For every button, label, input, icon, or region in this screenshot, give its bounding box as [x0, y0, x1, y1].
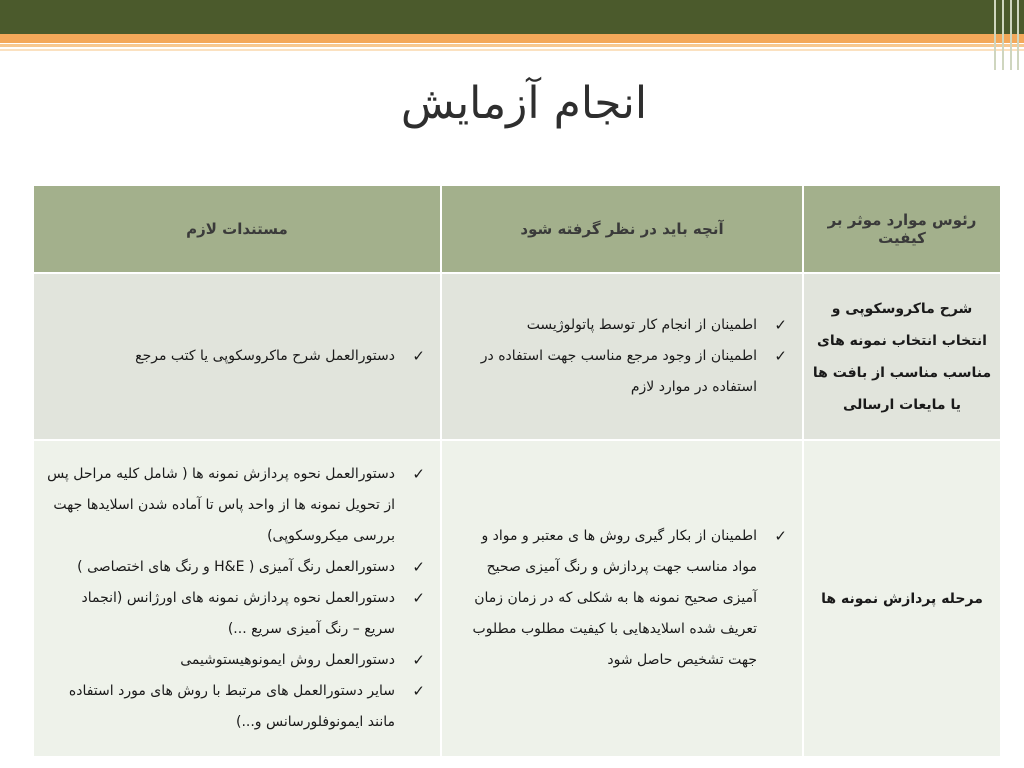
check-icon: ✓ — [774, 347, 787, 365]
list-item-text: اطمینان از وجود مرجع مناسب جهت استفاده در استفاده در موارد لازم — [480, 348, 757, 395]
row-docs-cell — [33, 273, 441, 440]
decor-stripe — [1002, 0, 1004, 70]
list-item — [455, 521, 787, 676]
row-docs-cell — [33, 440, 441, 757]
row-aspect-cell: مرحله پردازش نمونه ها — [803, 440, 1001, 757]
list-item — [455, 341, 787, 403]
table-row — [33, 273, 1001, 440]
list-item — [47, 459, 425, 552]
list-item — [47, 552, 425, 583]
header-docs: مستندات لازم — [33, 185, 441, 273]
list-item-text: سایر دستورالعمل های مرتبط با روش های مورد استفاده مانند ایمونوفلورسانس و...) — [68, 683, 395, 730]
check-icon: ✓ — [412, 589, 425, 607]
list-item-text: اطمینان از انجام کار توسط پاتولوژیست — [526, 317, 757, 333]
list-item — [47, 645, 425, 676]
check-icon: ✓ — [412, 558, 425, 576]
list-item-text: دستورالعمل نحوه پردازش نمونه های اورژانس (انجماد سریع – رنگ آمیزی سریع ...) — [81, 590, 395, 637]
row-consider-cell — [441, 273, 803, 440]
header-band-orange — [0, 34, 1024, 43]
check-icon: ✓ — [412, 347, 425, 365]
table-row — [33, 440, 1001, 757]
check-icon: ✓ — [412, 465, 425, 483]
decor-stripe — [994, 0, 996, 70]
quality-table — [32, 184, 1002, 758]
row-aspect-cell: شرح ماکروسکوپی و انتخاب انتخاب نمونه های مناسب مناسب از بافت ها یا مایعات ارسالی — [803, 273, 1001, 440]
list-item — [47, 583, 425, 645]
list-item-text: اطمینان از بکار گیری روش ها ی معتبر و مواد و مواد مناسب جهت پردازش و رنگ آمیزی صحیح آمیزی صحیح نمونه ها به شکلی که در زمان زمان تعریف شده اسلایدهایی با کیفیت مطلوب مطلوب جهت تشخیص حاصل شود — [472, 528, 757, 668]
decor-stripe — [1010, 0, 1012, 70]
check-icon: ✓ — [412, 651, 425, 669]
header-consider: آنچه باید در نظر گرفته شود — [441, 185, 803, 273]
check-icon: ✓ — [774, 316, 787, 334]
check-icon: ✓ — [412, 682, 425, 700]
slide-title: انجام آزمایش — [400, 78, 648, 129]
list-item-text: دستورالعمل نحوه پردازش نمونه ها ( شامل کلیه مراحل پس از تحویل نمونه ها از واحد پاس تا آماده شدن اسلایدها جهت بررسی میکروسکوپی) — [47, 466, 395, 544]
header-band-line-thin — [0, 49, 1024, 51]
row-consider-cell — [441, 440, 803, 757]
list-item-text: دستورالعمل رنگ آمیزی ( H&E و رنگ های اختصاصی ) — [77, 559, 395, 575]
header-aspect: رئوس موارد موثر بر کیفیت — [803, 185, 1001, 273]
list-item — [455, 310, 787, 341]
list-item-text: دستورالعمل روش ایمونوهیستوشیمی — [180, 652, 395, 668]
header-band-line — [0, 44, 1024, 47]
list-item-text: دستورالعمل شرح ماکروسکوپی یا کتب مرجع — [135, 348, 395, 364]
list-item — [47, 676, 425, 738]
header-band-dark — [0, 0, 1024, 34]
table-header-row — [33, 185, 1001, 273]
decor-stripe — [1017, 0, 1019, 70]
check-icon: ✓ — [774, 527, 787, 545]
list-item — [47, 341, 425, 372]
